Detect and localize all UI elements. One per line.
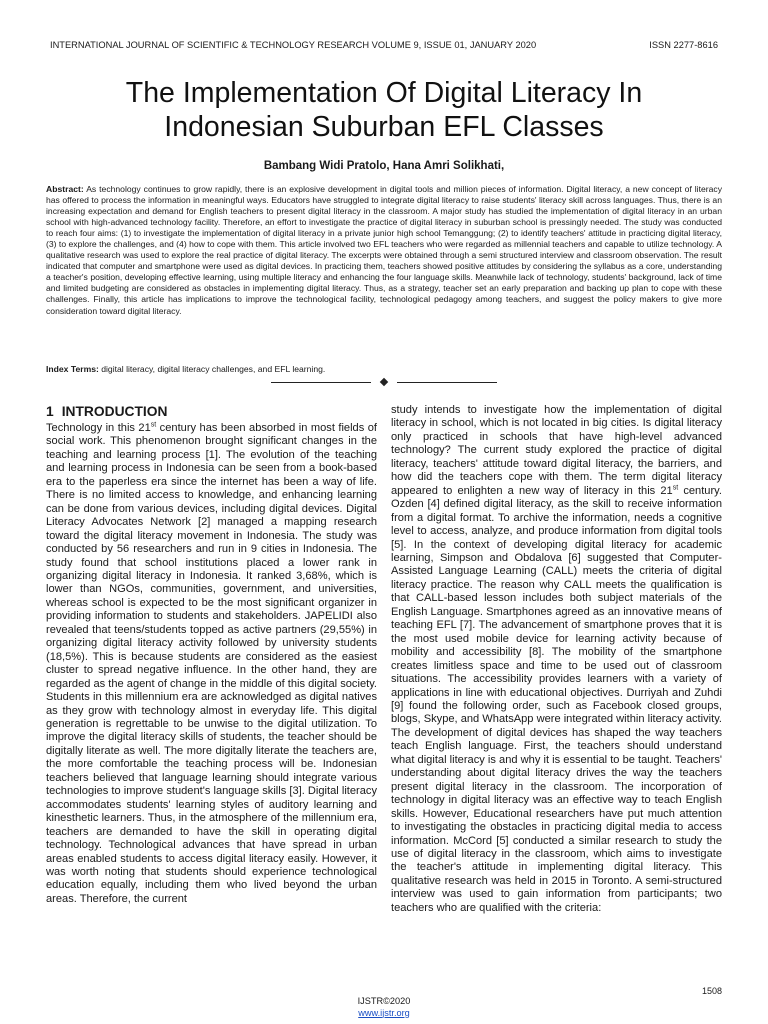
abstract-label: Abstract:: [46, 184, 84, 194]
body-paragraph: [391, 404, 722, 915]
page-footer: [0, 996, 768, 1019]
page-number: 1508: [701, 986, 722, 996]
section-separator: [0, 376, 768, 388]
separator-line-left: [271, 382, 371, 383]
paper-title: [60, 76, 708, 144]
body-text: century has been absorbed in most fields of social work. This phenomenon brought significant changes in the teaching and learning process [1]. The evolution of the teaching and learning process in Indonesia can be seen from a book-based era to the paperless era since the internet has been a way of life. There is no limited access to knowledge, and enhancing learning can be done from various devices, including digital devices. Digital Literacy Advocates Network [2] managed a mapping research toward the digital literacy movement in Indonesia. The study was conducted by 56 researchers and run in 9 cities in Indonesia. The study found that school institutions placed a lower rank in organizing digital literacy in Indonesia. It ranked 3,68%, which is lower than NGOs, communities, government, and universities, whereas school is expected to be the most significant organizer in providing information to students and stakeholders. JAPELIDI also revealed that teens/students topped as active partners (29,55%) in organizing digital literacy activity followed by university students (18,5%). This is because students are considered as the easiest cluster to spread negative influence. In the other hand, they are regarded as the agent of change in the middle of this digital society. Students in this millennium era are acknowledged as digital natives as they grow with technology almost in everyday life. This digital generation is regrettable to be unwise to the digital utilization. To improve the digital literacy skills of students, the teacher should be digitally literate as well. The more digitally literate the teachers are, the more comfortable the teaching process will be. Indonesian teachers believed that language learning should integrate various technologies to improve student's language skills [3]. Digital literacy accommodates students' learning styles of auditory learning and kinesthetic learners. Thus, in the atmosphere of the millennium era, teachers are demanded to have the skill in operating digital technology. Technological advances that have spread in urban areas enabled students to access digital literacy easily. However, it was worth noting that students should experience technological education equally, including them who lived beyond the urban areas. Therefore, the current: [46, 422, 377, 905]
body-column-right: [391, 404, 722, 915]
author-list: Bambang Widi Pratolo, Hana Amri Solikhati,: [263, 160, 505, 172]
journal-name: INTERNATIONAL JOURNAL OF SCIENTIFIC & TECHNOLOGY RESEARCH VOLUME 9, ISSUE 01, JANUARY 2020: [50, 40, 537, 50]
copyright: IJSTR©2020: [357, 996, 411, 1006]
superscript: st: [672, 484, 679, 492]
body-text: century. Ozden [4] defined digital literacy, as the skill to receive information from a digital format. To archive the information, needs a cognitive level to access, analyze, and produce information from digital tools [5]. In the context of developing digital literacy for academic learning, Simpson and Obdalova [6] suggested that Computer-Assisted Language Learning (CALL) meets the criteria of digital literacy practice. The reason why CALL meets the qualification is that CALL-based lesson includes both subject materials of the English Language. Smartphones agreed as an innovative means of teaching EFL [7]. The advancement of smartphone proves that it is the most used mobile device for learning activity because of mobility and accessibility [8]. The mobility of the smartphone creates limitless space and time to be used out of classroom situations. The accessibility provides learners with a variety of applications in line with educational objectives. Durriyah and Zuhdi [9] found the following order, such as Facebook closed groups, blogs, Skype, and WhatsApp were integrated within literacy activity. The development of digital devices has shaped the way teachers teach English language. First, the teachers should understand what digital literacy is and why it is essential to be taught. Teachers' understanding about digital literacy drives the way the teachers present digital literacy in the classroom. The incorporation of technology in digital literacy was an effective way to teach English skills. However, Educational researchers have put much attention to investigating the obstacles in practicing digital media to access information. McCord [5] conducted a similar research to study the use of digital literacy in the classroom, which aims to investigate the teacher's attitude in implementing digital literacy. This qualitative research was held in 2015 in Toronto. A semi-structured interview was used to gain information from participants; two teachers who are qualified with the criteria:: [391, 484, 722, 914]
journal-url-link[interactable]: www.ijstr.org: [358, 1007, 410, 1018]
separator-line-right: [397, 382, 497, 383]
body-text: study intends to investigate how the implementation of digital literacy in school, which is not located in big cities. Is digital literacy only practiced in schools that have high-level advanced technology? The current study explored the practice of digital literacy, teachers' attitude toward digital literacy, the barriers, and how did the teachers cope with them. The term digital literacy appeared to enlighten a new way of literacy in this 21: [391, 404, 722, 497]
section-title: INTRODUCTION: [61, 404, 168, 419]
abstract-text: As technology continues to grow rapidly, there is an explosive development in digital tools and million pieces of information. Digital literacy, a new concept of literacy has offered to process the information in meaningful ways. Educators have struggled to integrate digital literacy to raise students' literacy skill across languages. Thus, there is an increasing expectation and demand for English teachers to present digital literacy in the classroom. A major study has studied the implementation of digital literacy in an urban school with high-advanced technology facility. Therefore, an effort to investigate the practice of digital literacy in suburban school is pressingly needed. The study was conducted to reach four aims: (1) to investigate the implementation of digital literacy in a private junior high school Temanggung; (2) to identify teachers' attitude in practicing digital literacy, (3) to explore the challenges, and (4) how to cope with them. This article involved two EFL teachers who were regarded as millennial teachers and capable to utilize technology. A qualitative research was used to explore the real practice of digital literacy. The excerpts were obtained through a semi structured interview and classroom observation. The result indicated that computer and smartphone were used as digital devices. In practicing them, teachers showed positive attitudes by considering the syllabus as a core, understanding a teacher's position, developing effective learning, using multiple literacy and enhancing the four language skills. Meanwhile lack of technology, students' background, lack of time and limited budgeting are considered as obstacles in implementing digital literacy. Thus, as a strategy, teacher set an early preparation and backing up plan to cope with these challenges. Finally, this article has implications to improve the technological facility, technological pedagogy among teachers, and suggest the policy makers to give more consideration toward digital literacy.: [46, 184, 722, 316]
body-paragraph: [46, 422, 377, 906]
section-number: 1: [46, 404, 54, 419]
running-header: [50, 40, 718, 54]
index-terms-text: digital literacy, digital literacy challenges, and EFL learning.: [98, 364, 326, 374]
superscript: st: [150, 421, 157, 429]
section-heading: [46, 404, 377, 420]
body-column-left: [46, 404, 377, 906]
diamond-icon: [380, 378, 388, 386]
index-terms: [46, 364, 722, 374]
issn: ISSN 2277-8616: [649, 40, 718, 50]
title-line-2: Indonesian Suburban EFL Classes: [164, 111, 604, 143]
abstract: [46, 184, 722, 317]
index-terms-label: Index Terms:: [46, 364, 99, 374]
body-text: Technology in this 21: [46, 422, 151, 434]
title-line-1: The Implementation Of Digital Literacy In: [125, 77, 643, 109]
